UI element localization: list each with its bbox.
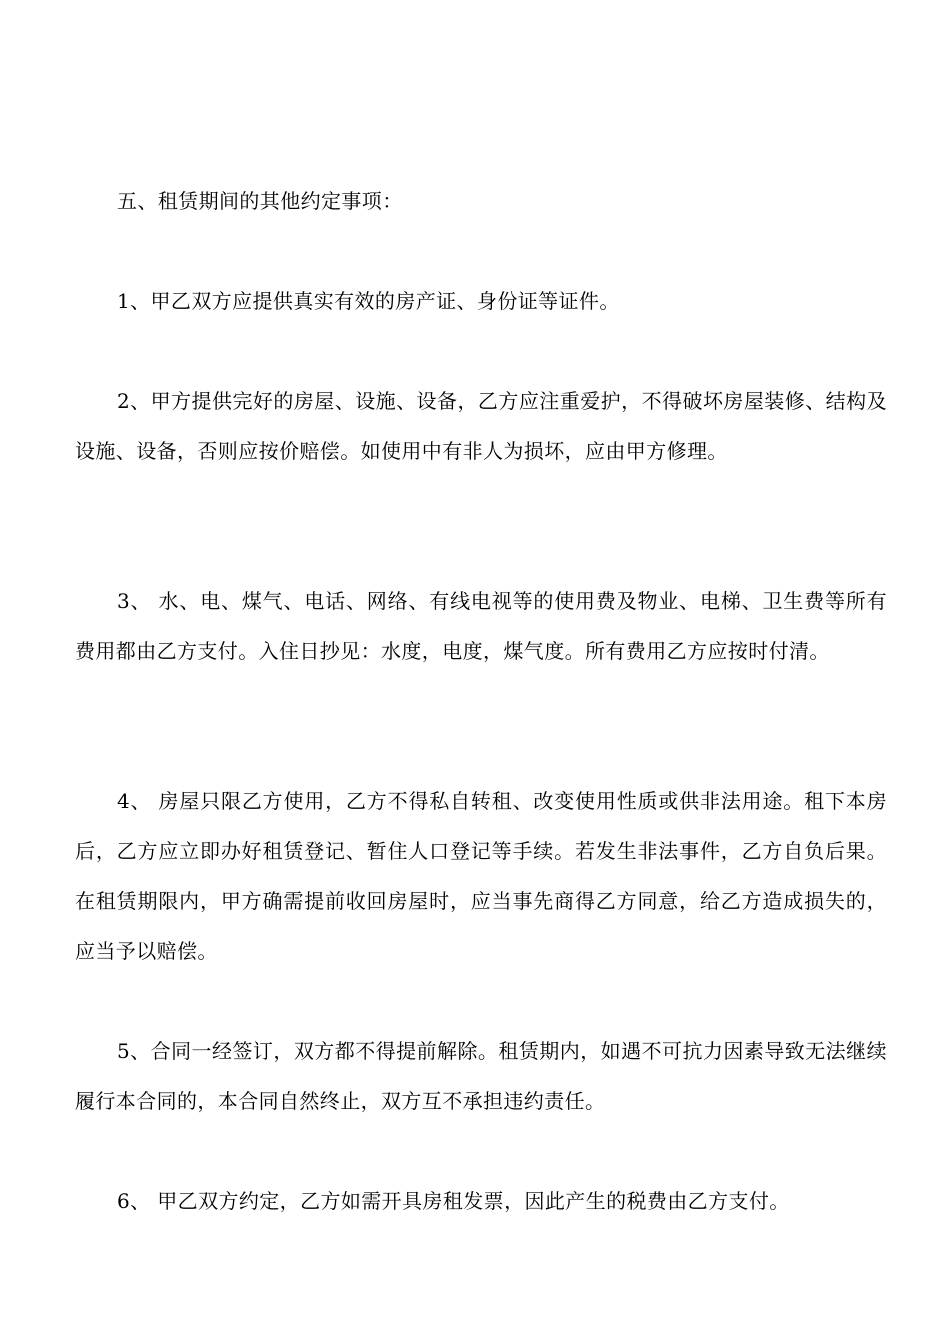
clause-1: 1、甲乙双方应提供真实有效的房产证、身份证等证件。 [117,289,620,313]
section-heading: 五、租赁期间的其他约定事项： [117,189,403,213]
clause-3: 3、 水、电、煤气、电话、网络、有线电视等的使用费及物业、电梯、卫生费等所有费用都由乙方支付。入住日抄见：水度，电度，煤气度。所有费用乙方应按时付清。 [75,589,887,663]
clause-5: 5、合同一经签订，双方都不得提前解除。租赁期内，如遇不可抗力因素导致无法继续履行本合同的，本合同自然终止，双方互不承担违约责任。 [75,1039,887,1113]
clause-4: 4、 房屋只限乙方使用，乙方不得私自转租、改变使用性质或供非法用途。租下本房后，乙方应立即办好租赁登记、暂住人口登记等手续。若发生非法事件，乙方自负后果。在租赁期限内，甲方确需提前收回房屋时，应当事先商得乙方同意，给乙方造成损失的，应当予以赔偿。 [75,789,887,963]
clause-6: 6、 甲乙双方约定，乙方如需开具房租发票，因此产生的税费由乙方支付。 [117,1189,790,1213]
clause-2: 2、甲方提供完好的房屋、设施、设备，乙方应注重爱护，不得破坏房屋装修、结构及设施、设备，否则应按价赔偿。如使用中有非人为损坏，应由甲方修理。 [75,389,887,463]
